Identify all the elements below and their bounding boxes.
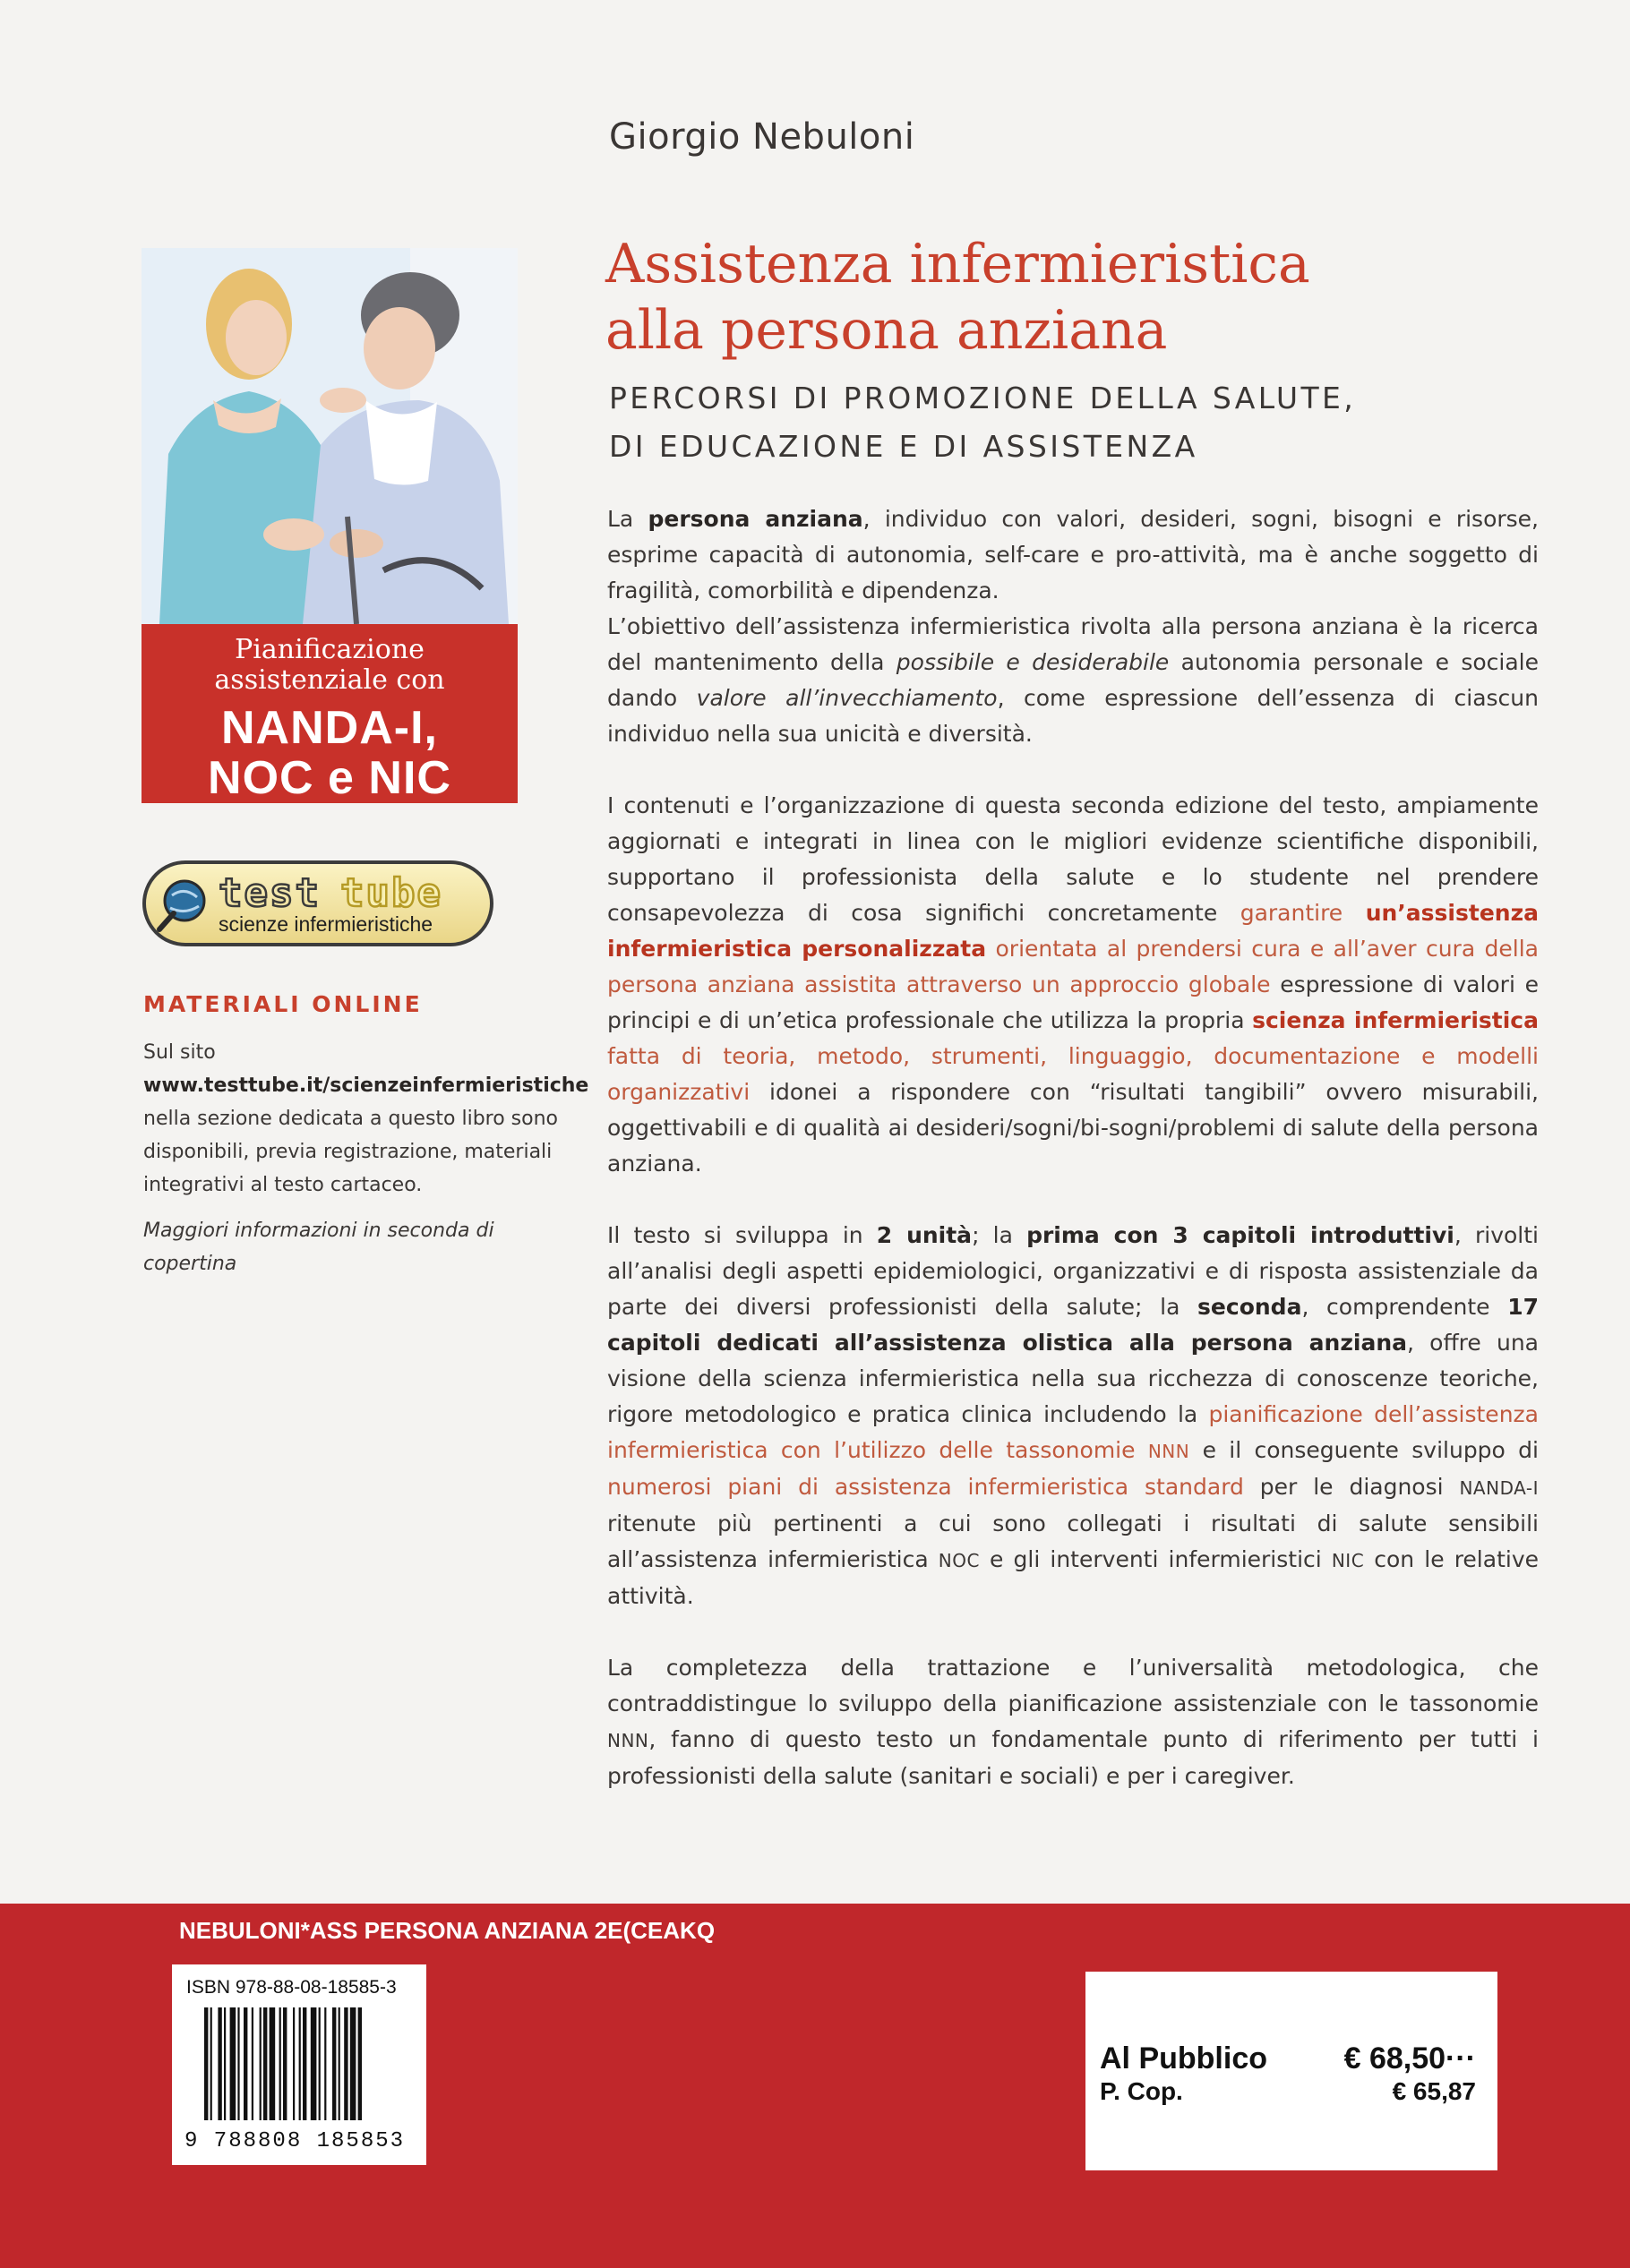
- barcode-bar: [350, 2007, 356, 2120]
- barcode-bar: [244, 2007, 247, 2120]
- ean-number: 9 788808 185853: [184, 2129, 406, 2153]
- barcode-bar: [311, 2007, 317, 2120]
- title-line-1: Assistenza infermieristica: [605, 233, 1310, 295]
- materials-description: nella sezione dedicata a questo libro sono disponibili, previa registrazione, materiali integrativi al testo cartaceo.: [143, 1108, 559, 1196]
- price-row-public: [1100, 2041, 1476, 2076]
- barcode-bar: [263, 2007, 267, 2120]
- logo-tagline: scienze infermieristiche: [219, 912, 433, 936]
- logo-test-text: test: [219, 870, 321, 916]
- barcode-bar: [324, 2007, 326, 2120]
- price-label: Al Pubblico: [1100, 2041, 1267, 2075]
- testtube-logo: [142, 860, 494, 947]
- cop-label: P. Cop.: [1100, 2077, 1183, 2105]
- materials-url[interactable]: www.testtube.it/scienzeinfermieristiche: [143, 1074, 589, 1097]
- barcode-bar: [270, 2007, 276, 2120]
- cover-band-line-4: NOC e NIC: [208, 752, 451, 804]
- materials-note: Maggiori informazioni in seconda di copertina: [143, 1220, 494, 1275]
- nurse-elderly-photo: [142, 248, 518, 624]
- footer-band: [0, 1904, 1630, 2268]
- cover-thumbnail: [142, 248, 518, 803]
- barcode-bar: [344, 2007, 347, 2120]
- price-value: € 68,50···: [1343, 2041, 1476, 2075]
- paragraph-3: Il testo si sviluppa in 2 unità; la prima con 3 capitoli introduttivi, rivolti all’analisi degli aspetti epidemiologici, organizzativi e di risposta assistenziale da parte dei diversi professionisti della salute; la seconda, comprendente 17 capitoli dedicati all’assistenza olistica alla persona anziana, offre una visione della scienza infermieristica nella sua ricchezza di conoscenze teoriche, rigore metodologico e pratica clinica includendo la pianificazione dell’assistenza infermieristica con l’utilizzo delle tassonomie NNN e il conseguente sviluppo di numerosi piani di assistenza infermieristica standard per le diagnosi NANDA-I ritenute più pertinenti a cui sono collegati i risultati di salute sensibili all’assistenza infermieristica NOC e gli interventi infermieristici NIC con le relative attività.: [607, 1222, 1539, 1609]
- cover-band-line-1: Pianificazione: [235, 634, 425, 665]
- cover-photo: [142, 248, 518, 624]
- price-row-cop: [1100, 2077, 1476, 2106]
- barcode-bar: [339, 2007, 340, 2120]
- cover-band-line-3: NANDA-I,: [221, 702, 438, 754]
- materials-heading: MATERIALI ONLINE: [143, 991, 423, 1017]
- book-title: [605, 231, 1555, 364]
- barcode-label: NEBULONI*ASS PERSONA ANZIANA 2E(CEAKQ: [179, 1917, 716, 1944]
- barcode-bar: [293, 2007, 295, 2120]
- barcode-bar: [230, 2007, 236, 2120]
- barcode-bar: [303, 2007, 306, 2120]
- barcode-box: [172, 1964, 426, 2165]
- barcode-bar: [218, 2007, 221, 2120]
- paragraph-1: La persona anziana, individuo con valori, desideri, sogni, bisogni e risorse, esprime capacità di autonomia, self-care e pro-attività, ma è anche soggetto di fragilità, comorbilità e dipendenza. L’obiettivo dell’assistenza infermieristica rivolta alla persona anziana è la ricerca del mantenimento della possibile e desiderabile autonomia personale e sociale dando valore all’invecchiamento, come espressione dell’essenza di ciascun individuo nella sua unicità e diversità.: [607, 506, 1539, 747]
- barcode-bar: [332, 2007, 336, 2120]
- paragraph-4: La completezza della trattazione e l’universalità metodologica, che contraddistingue lo sviluppo della pianificazione assistenziale con le tassonomie NNN, fanno di questo testo un fondamentale punto di riferimento per tutti i professionisti della salute (sanitari e sociali) e per i caregiver.: [607, 1655, 1539, 1789]
- barcode-bar: [319, 2007, 321, 2120]
- book-subtitle: [609, 374, 1558, 471]
- description-body: [607, 501, 1539, 1830]
- cover-band-line-2: assistenziale con: [214, 664, 445, 696]
- materials-line-1: Sul sito: [143, 1041, 216, 1064]
- barcode-bar: [252, 2007, 253, 2120]
- price-box: [1085, 1972, 1497, 2170]
- barcode-icon: [204, 2007, 408, 2120]
- barcode-bar: [283, 2007, 287, 2120]
- barcode-bar: [279, 2007, 281, 2120]
- logo-tube-text: tube: [340, 870, 442, 916]
- author-name: Giorgio Nebuloni: [609, 116, 915, 158]
- cover-band: [142, 624, 518, 803]
- barcode-bar: [204, 2007, 208, 2120]
- barcode-bar: [260, 2007, 262, 2120]
- barcode-bar: [210, 2007, 212, 2120]
- barcode-bar: [299, 2007, 301, 2120]
- barcode-bar: [358, 2007, 362, 2120]
- cop-value: € 65,87: [1392, 2077, 1476, 2105]
- materials-text: [143, 1036, 589, 1280]
- testtube-logo-graphic: [142, 860, 494, 947]
- barcode-bar: [224, 2007, 226, 2120]
- title-line-2: alla persona anziana: [605, 299, 1168, 362]
- paragraph-2: I contenuti e l’organizzazione di questa seconda edizione del testo, ampiamente aggiornati e integrati in linea con le migliori evidenze scientifiche disponibili, supportano il professionista della salute e lo studente nel prendere consapevolezza di cosa significhi concretamente garantire un’assistenza infermieristica personalizzata orientata al prendersi cura e all’aver cura della persona anziana assistita attraverso un approccio globale espressione di valori e principi e di un’etica professionale che utilizza la propria scienza infermieristica fatta di teoria, metodo, strumenti, linguaggio, documentazione e modelli organizzativi idonei a rispondere con “risultati tangibili” ovvero misurabili, oggettivabili e di qualità ai desideri/sogni/bi-sogni/problemi di salute della persona anziana.: [607, 792, 1540, 1177]
- isbn-text: ISBN 978-88-08-18585-3: [186, 1977, 397, 1998]
- subtitle-line-1: PERCORSI DI PROMOZIONE DELLA SALUTE,: [609, 381, 1357, 415]
- barcode-bar: [237, 2007, 239, 2120]
- subtitle-line-2: DI EDUCAZIONE E DI ASSISTENZA: [609, 429, 1198, 464]
